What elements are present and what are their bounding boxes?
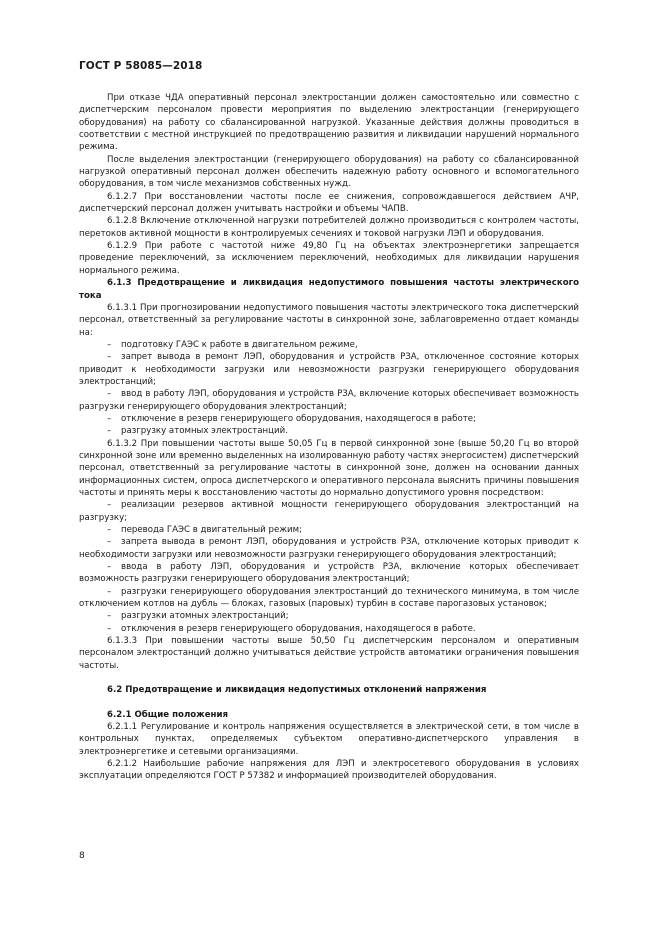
paragraph: 6.2.1.2 Наибольшие рабочие напряжения для ЛЭП и электросетевого оборудования в условиях эксплуатации определяются ГОСТ Р 57382 и информацией производителей оборудования. <box>79 758 579 782</box>
list-item: – запрет вывода в ремонт ЛЭП, оборудования и устройств РЗА, отключенное состояние которых приводит к необходимости загрузки или невозможности разгрузки генерирующего оборудования электростанций; <box>79 351 579 388</box>
section-heading: 6.1.3 Предотвращение и ликвидация недопустимого повышения частоты электрического тока <box>79 278 579 301</box>
list-item: – отключения в резерв генерирующего оборудования, находящегося в работе. <box>79 623 579 635</box>
paragraph: 6.1.2.7 При восстановлении частоты после ее снижения, сопровождавшегося действием АЧР, диспетчерский персонал должен учитывать настройки и объемы ЧАПВ. <box>79 191 579 215</box>
document-header: ГОСТ Р 58085—2018 <box>79 60 203 72</box>
section-heading: 6.2 Предотвращение и ликвидация недопустимых отклонений напряжения <box>107 685 487 696</box>
document-body <box>79 92 579 783</box>
list-item: – отключение в резерв генерирующего оборудования, находящегося в работе; <box>79 413 579 425</box>
list-item: – разгрузки атомных электростанций; <box>79 610 579 622</box>
paragraph: 6.1.2.9 При работе с частотой ниже 49,80 Гц на объектах электроэнергетики запрещается проведение переключений, за исключением переключений, необходимых для ликвидации нарушения нормального режима. <box>79 241 579 276</box>
paragraph: После выделения электростанции (генерирующего оборудования) на работу со сбалансированной нагрузкой оперативный персонал должен обеспечить надежную работу основного и вспомогательного оборудования, в том числе механизмов собственных нужд. <box>79 154 579 190</box>
list-item: – ввода в работу ЛЭП, оборудования и устройств РЗА, включение которых обеспечивает возможность разгрузки генерирующего оборудования электростанций; <box>79 561 579 586</box>
list-item: – подготовку ГАЭС к работе в двигательном режиме, <box>79 339 579 351</box>
list-item: – реализации резервов активной мощности генерирующего оборудования электростанций на разгрузку; <box>79 499 579 524</box>
paragraph: 6.1.3.2 При повышении частоты выше 50,05 Гц в первой синхронной зоне (выше 50,20 Гц во второй синхронной зоне или временно выделенных на изолированную работу частях энергосистем) диспетчерский персонал, ответственный за регулирование частоты в синхронной зоне, должен на основании данных информационных систем, опроса диспетчерского и оперативного персонала выяснить причины повышения частоты и принять меры к восстановлению частоты до нормально допустимого уровня посредством: <box>79 438 579 498</box>
list-item: – запрета вывода в ремонт ЛЭП, оборудования и устройств РЗА, отключение которых приводит к необходимости загрузки или невозможности разгрузки генерирующего оборудования электростанций; <box>79 536 579 561</box>
paragraph: 6.1.3.3 При повышении частоты выше 50,50 Гц диспетчерским персоналом и оперативным персоналом электростанций должно учитываться действие устройств автоматики ограничения повышения частоты. <box>79 636 579 671</box>
list-item: – перевода ГАЭС в двигательный режим; <box>79 524 579 536</box>
list-item: – ввод в работу ЛЭП, оборудования и устройств РЗА, включение которых обеспечивает возможность разгрузки генерирующего оборудования электростанций; <box>79 388 579 413</box>
paragraph: 6.2.1.1 Регулирование и контроль напряжения осуществляется в электрической сети, в том числе в контрольных пунктах, определяемых субъектом оперативно-диспетчерского управления в электроэнергетике и сетевыми организациями. <box>79 721 579 757</box>
section-heading: 6.2.1 Общие положения <box>107 709 229 720</box>
paragraph: 6.1.2.8 Включение отключенной нагрузки потребителей должно производиться с контролем частоты, перетоков активной мощности в контролируемых сечениях и токовой нагрузки ЛЭП и оборудования. <box>79 216 579 239</box>
paragraph: При отказе ЧДА оперативный персонал электростанции должен самостоятельно или совместно с диспетчерским персоналом провести мероприятия по выделению электростанции (генерирующего оборудования) на работу со сбалансированной нагрузкой. Указанные действия должны проводиться в соответствии с местной инструкцией по предотвращению развития и ликвидации нарушений нормального режима. <box>79 93 579 153</box>
list-item: – разгрузку атомных электростанций. <box>79 425 579 437</box>
page-number: 8 <box>79 851 85 861</box>
paragraph: 6.1.3.1 При прогнозировании недопустимого повышения частоты электрического тока диспетчерский персонал, ответственный за регулирование частоты в синхронной зоне, заблаговременно отдает команды на: <box>79 302 579 338</box>
list-item: – разгрузки генерирующего оборудования электростанций до технического минимума, в том числе отключением котлов на дубль — блоках, газовых (паровых) турбин в составе парогазовых установок; <box>79 586 579 611</box>
